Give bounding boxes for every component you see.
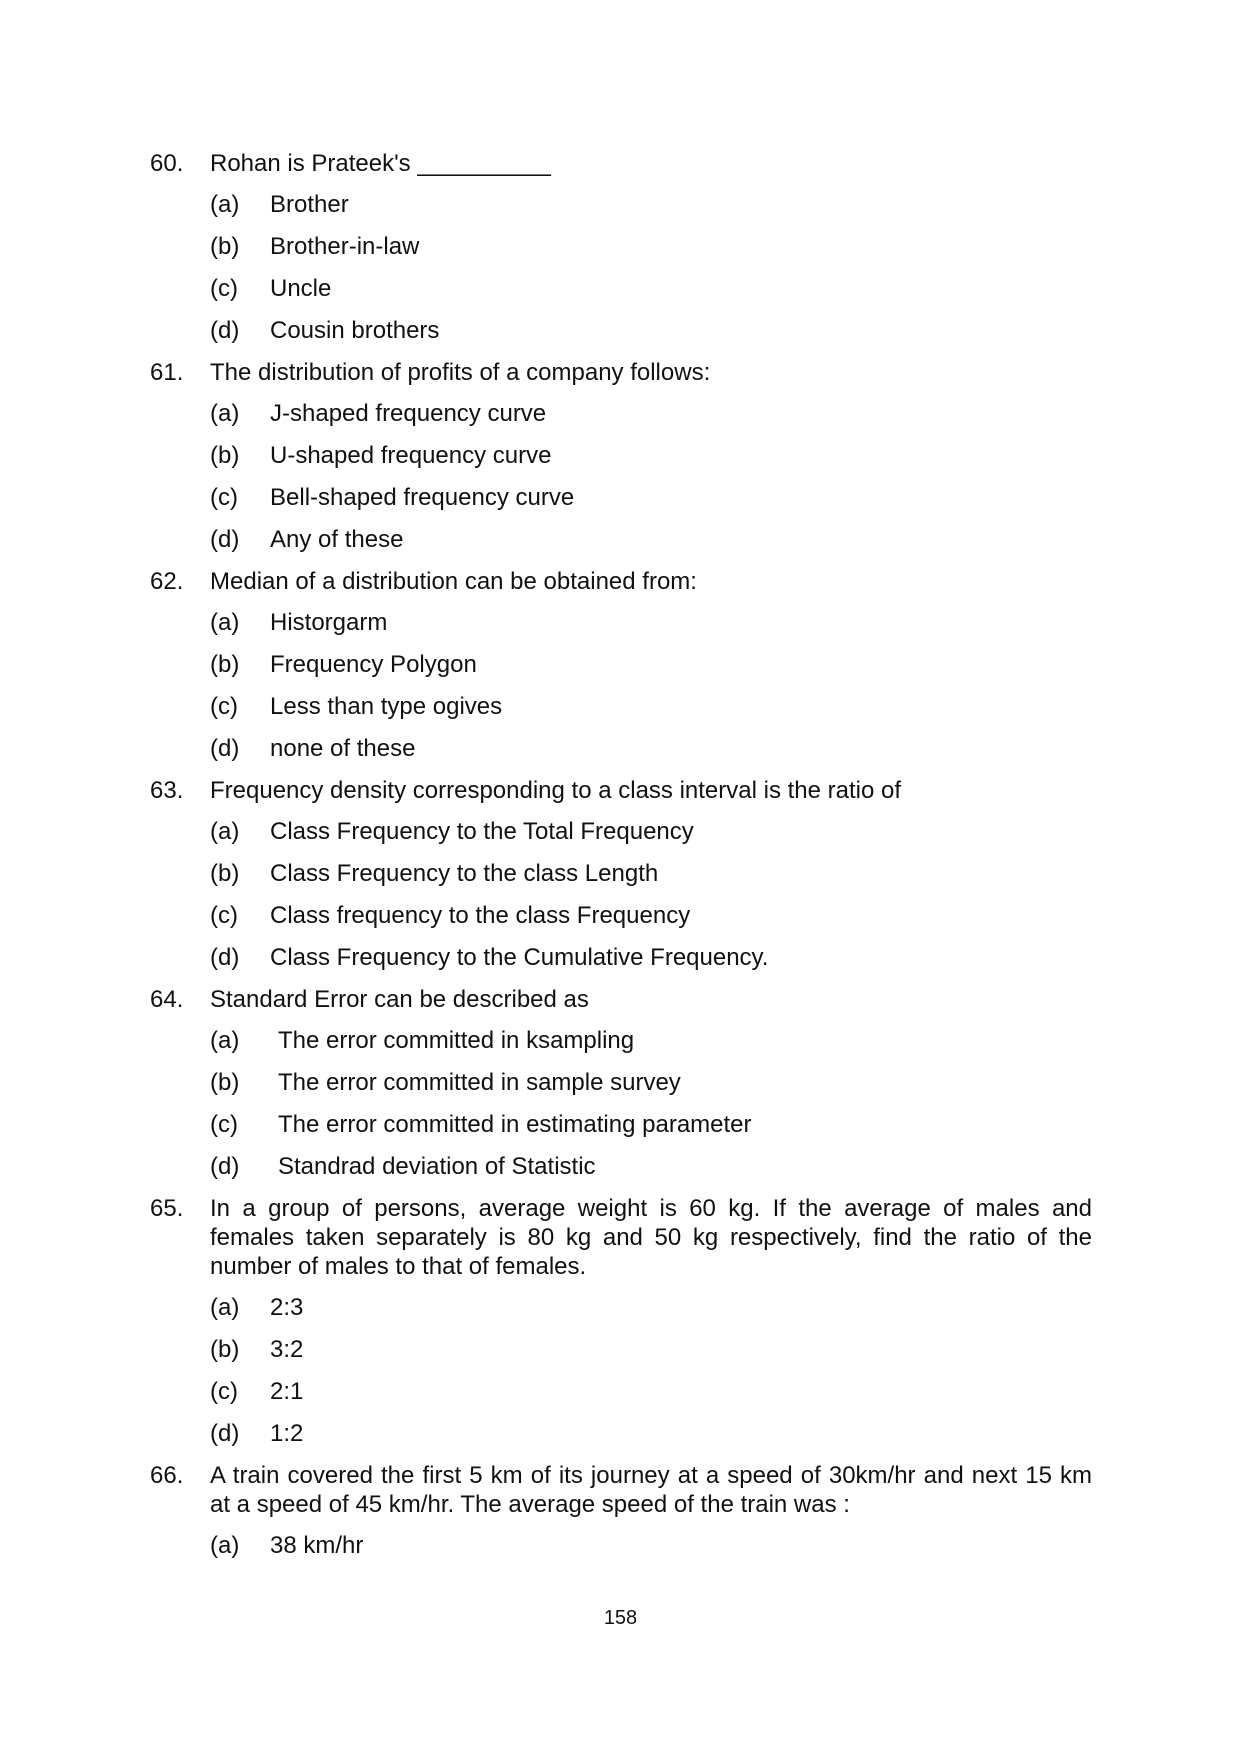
option-list <box>150 1026 1092 1182</box>
option-label: (a) <box>210 191 240 218</box>
option-list <box>150 1293 1092 1449</box>
question-number: 60. <box>150 150 184 177</box>
question-number: 65. <box>150 1195 184 1222</box>
option-c <box>210 274 1092 304</box>
page-number: 158 <box>603 1607 638 1629</box>
option-label: (b) <box>210 442 240 469</box>
option-text: Any of these <box>270 526 404 553</box>
option-label: (a) <box>210 400 240 427</box>
option-text: Class Frequency to the Total Frequency <box>270 818 694 845</box>
option-label: (b) <box>210 233 240 260</box>
option-text: Less than type ogives <box>270 693 503 720</box>
option-label: (d) <box>210 944 240 971</box>
option-text: The error committed in ksampling <box>278 1027 635 1054</box>
option-list <box>150 399 1092 555</box>
option-d <box>210 1152 1092 1182</box>
option-label: (d) <box>210 735 240 762</box>
option-label: (a) <box>210 1027 240 1054</box>
question-text: Median of a distribution can be obtained from: <box>210 568 697 595</box>
option-c <box>210 692 1092 722</box>
option-a <box>210 817 1092 847</box>
option-label: (b) <box>210 1336 240 1363</box>
option-a <box>210 608 1092 638</box>
option-label: (a) <box>210 1532 240 1559</box>
option-label: (a) <box>210 609 240 636</box>
question-63 <box>150 776 1092 973</box>
option-text: Class Frequency to the class Length <box>270 860 659 887</box>
option-text: Brother <box>270 191 349 218</box>
option-list <box>150 608 1092 764</box>
option-text: Frequency Polygon <box>270 651 477 678</box>
option-b <box>210 650 1092 680</box>
option-text: Brother-in-law <box>270 233 420 260</box>
option-label: (c) <box>210 484 238 511</box>
option-d <box>210 525 1092 555</box>
option-b <box>210 859 1092 889</box>
option-a <box>210 1026 1092 1056</box>
option-c <box>210 1110 1092 1140</box>
option-text: 1:2 <box>270 1420 304 1447</box>
question-number: 62. <box>150 568 184 595</box>
question-text: In a group of persons, average weight is 60 kg. If the average of males and females taken separately is 80 kg and 50 kg respectively, find the ratio of the number of males to that of females. <box>210 1195 1092 1280</box>
question-61 <box>150 358 1092 555</box>
option-text: Bell-shaped frequency curve <box>270 484 575 511</box>
option-label: (d) <box>210 317 240 344</box>
option-b <box>210 1068 1092 1098</box>
question-number: 66. <box>150 1462 184 1489</box>
option-text: 38 km/hr <box>270 1532 364 1559</box>
option-text: Historgarm <box>270 609 388 636</box>
option-label: (c) <box>210 1378 238 1405</box>
option-text: Cousin brothers <box>270 317 440 344</box>
question-66 <box>150 1461 1092 1561</box>
option-a <box>210 1293 1092 1323</box>
option-label: (d) <box>210 526 240 553</box>
option-label: (d) <box>210 1153 240 1180</box>
option-label: (c) <box>210 902 238 929</box>
option-label: (c) <box>210 1111 238 1138</box>
question-number: 64. <box>150 986 184 1013</box>
option-label: (c) <box>210 693 238 720</box>
option-label: (d) <box>210 1420 240 1447</box>
option-text: Class frequency to the class Frequency <box>270 902 691 929</box>
question-62 <box>150 567 1092 764</box>
option-label: (b) <box>210 1069 240 1096</box>
question-list <box>150 149 1092 1573</box>
question-text: The distribution of profits of a company follows: <box>210 359 711 386</box>
option-text: 2:3 <box>270 1294 304 1321</box>
option-d <box>210 734 1092 764</box>
question-number: 61. <box>150 359 184 386</box>
option-text: U-shaped frequency curve <box>270 442 552 469</box>
option-text: The error committed in estimating parameter <box>278 1111 752 1138</box>
option-c <box>210 901 1092 931</box>
option-a <box>210 1531 1092 1561</box>
option-text: 2:1 <box>270 1378 304 1405</box>
option-b <box>210 441 1092 471</box>
option-text: The error committed in sample survey <box>278 1069 681 1096</box>
option-text: J-shaped frequency curve <box>270 400 547 427</box>
question-number: 63. <box>150 777 184 804</box>
option-a <box>210 190 1092 220</box>
option-b <box>210 1335 1092 1365</box>
option-text: 3:2 <box>270 1336 304 1363</box>
question-text: Frequency density corresponding to a class interval is the ratio of <box>210 777 902 804</box>
option-d <box>210 316 1092 346</box>
question-text: Standard Error can be described as <box>210 986 589 1013</box>
option-label: (a) <box>210 818 240 845</box>
option-a <box>210 399 1092 429</box>
question-65 <box>150 1194 1092 1449</box>
option-label: (b) <box>210 651 240 678</box>
option-label: (a) <box>210 1294 240 1321</box>
question-64 <box>150 985 1092 1182</box>
option-text: Uncle <box>270 275 332 302</box>
option-list <box>150 1531 1092 1561</box>
question-text: Rohan is Prateek's __________ <box>210 150 551 177</box>
option-text: Class Frequency to the Cumulative Frequency. <box>270 944 769 971</box>
option-text: Standrad deviation of Statistic <box>278 1153 596 1180</box>
option-c <box>210 1377 1092 1407</box>
option-text: none of these <box>270 735 416 762</box>
question-text: A train covered the first 5 km of its journey at a speed of 30km/hr and next 15 km at a speed of 45 km/hr. The average speed of the train was : <box>210 1462 1092 1518</box>
option-list <box>150 190 1092 346</box>
option-d <box>210 943 1092 973</box>
option-c <box>210 483 1092 513</box>
question-60 <box>150 149 1092 346</box>
option-label: (b) <box>210 860 240 887</box>
option-label: (c) <box>210 275 238 302</box>
option-list <box>150 817 1092 973</box>
option-b <box>210 232 1092 262</box>
option-d <box>210 1419 1092 1449</box>
